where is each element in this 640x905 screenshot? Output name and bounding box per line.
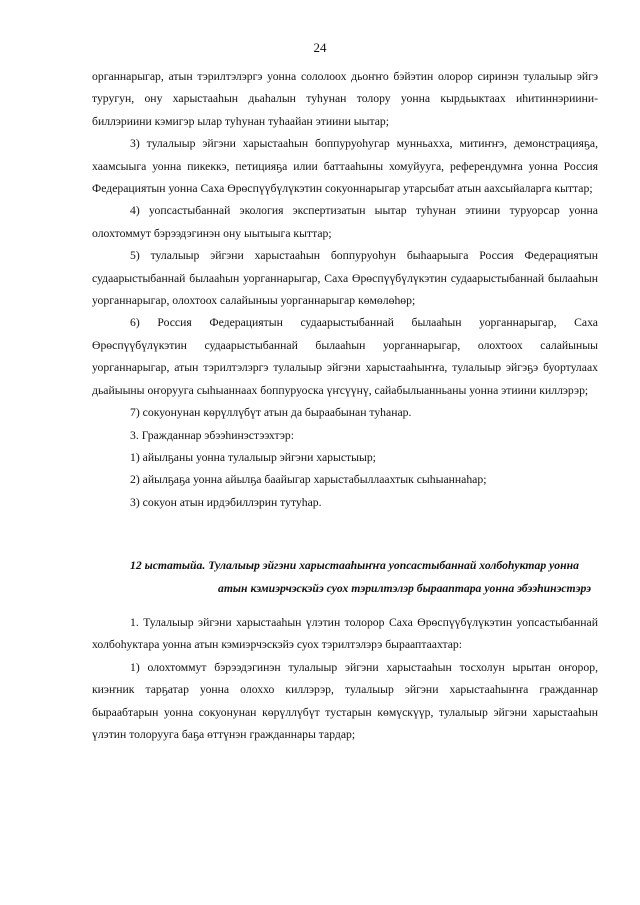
document-body xyxy=(92,66,598,746)
paragraph: 1) олохтоммут бэрээдэгинэн тулалыыр эйгэни харыстааһын тосхолун ырытан оҥорор, киэҥник тарҕатар уонна олоххо киллэрэр, тулалыыр эйгэни харыстааһыҥҥа гражданнар быраабтарын уонна сокуонунан көрүллүбүт тустарын көмүскүүр, тулалыыр эйгэни харыстааһын үлэтин толорууга баҕа өттүнэн гражданнары тардар; xyxy=(92,660,598,741)
page-number: 24 xyxy=(313,40,327,55)
paragraph: 3) тулалыыр эйгэни харыстааһын боппуруоһугар мунньахха, митиҥҥэ, демонстрацияҕа, хаамсыыга уонна пикеккэ, петицияҕа илии баттааһыны хомуйууга, референдумҥа уонна Россия Федерациятын уонна Саха Өрөспүүбүлүкэтин сокуоннарыгар утарсыбат атын аахсыйаларга кыттар; xyxy=(92,137,598,196)
paragraph: 1. Тулалыыр эйгэни харыстааһын үлэтин толорор Саха Өрөспүүбүлүкэтин уопсастыбаннай холбоһуктара уонна атын кэмиэрчэскэйэ суох тэрилтэлэрэ бырааптаахтар: xyxy=(92,615,598,652)
paragraph: 3. Гражданнар эбээһинэстээхтэр: xyxy=(130,428,294,442)
paragraph: 2) айылҕаҕа уонна айылҕа баайыгар харыстабыллаахтык сыһыаннаһар; xyxy=(130,473,487,487)
article-heading: 12 ыстатыйа. Тулалыыр эйгэни харыстааһыҥҥа уопсастыбаннай холбоһуктар уонна атын кэмиэрчэскэйэ суох тэрилтэлэр бырааптара уонна эбээһинэстэрэ xyxy=(130,559,592,595)
paragraph: 1) айылҕаны уонна тулалыыр эйгэни харыстыыр; xyxy=(130,450,376,464)
paragraph: 6) Россия Федерациятын судаарыстыбаннай былааһын уорганнарыгар, Саха Өрөспүүбүлүкэтин судаарыстыбаннай былааһын уорганнарыгар, олохтоох салайыныы уорганнарыгар, атын тэрилтэлэргэ тулалыыр эйгэни харыстааһыҥҥа, тулалыыр эйгэҕэ буортулаах дьайыыны оҥорууга сыһыаннаах боппуруоска үҥсүүнү, сайабылыанньаны уонна этиини киллэрэр; xyxy=(92,316,598,397)
paragraph: 7) сокуонунан көрүллүбүт атын да быраабынан туһанар. xyxy=(130,406,412,420)
paragraph: 5) тулалыыр эйгэни харыстааһын боппуруоһун быһаарыыга Россия Федерациятын судаарыстыбаннай былааһын уорганнарыгар, Саха Өрөспүүбүлүкэтин судаарыстыбаннай былааһын уорганнарыгар, олохтоох салайыныы уорганнарыгар көмөлөһөр; xyxy=(92,249,598,308)
paragraph: 3) сокуон атын ирдэбиллэрин тутуһар. xyxy=(130,495,322,509)
paragraph: органнарыгар, атын тэрилтэлэргэ уонна сололоох дьоҥҥо бэйэтин олорор сиринэн тулалыыр эйгэ туругун, ону харыстааһын дьаһалын туһунан толору уонна кырдьыктаах иһитиннэриини-биллэриини кэмигэр ылар туһунан туһаайан этиини ыытар; xyxy=(92,70,598,128)
paragraph: 4) уопсастыбаннай экология экспертизатын ыытар туһунан этиини туруорсар уонна олохтоммут бэрээдэгинэн ону ыытыыга кыттар; xyxy=(92,204,598,240)
